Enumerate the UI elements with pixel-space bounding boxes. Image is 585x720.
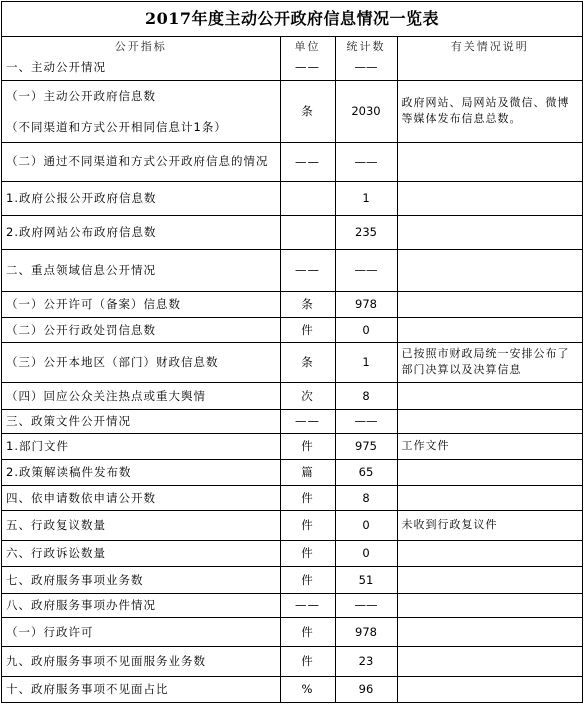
row-remark [397, 566, 582, 593]
row-count: 1 [335, 181, 397, 215]
row-count: 8 [335, 382, 397, 409]
row-indicator: 1.政府公报公开政府信息数 [2, 181, 280, 215]
row-count: 8 [335, 485, 397, 510]
row-remark [397, 540, 582, 566]
row-remark [397, 54, 582, 80]
table-row [2, 249, 582, 291]
row-remark [397, 317, 582, 342]
row-count: 978 [335, 291, 397, 317]
row-unit: % [280, 676, 335, 702]
row-unit: 件 [280, 566, 335, 593]
table-row [2, 409, 582, 433]
table-title: 2017年度主动公开政府信息情况一览表 [2, 2, 582, 37]
row-unit: 次 [280, 382, 335, 409]
disclosure-table [2, 37, 582, 702]
row-unit: 件 [280, 646, 335, 676]
row-unit [280, 215, 335, 249]
row-unit: 篇 [280, 459, 335, 485]
row-remark [397, 593, 582, 617]
row-indicator: 三、政策文件公开情况 [2, 409, 280, 433]
row-indicator: 一、主动公开情况 [2, 54, 280, 80]
row-count: 0 [335, 540, 397, 566]
row-unit: 件 [280, 433, 335, 459]
table-row [2, 593, 582, 617]
row-remark [397, 485, 582, 510]
row-unit: 件 [280, 510, 335, 540]
row-indicator: （二）公开行政处罚信息数 [2, 317, 280, 342]
row-unit: 条 [280, 291, 335, 317]
table-row [2, 382, 582, 409]
row-indicator: （一）公开许可（备案）信息数 [2, 291, 280, 317]
row-remark [397, 142, 582, 181]
table-row [2, 291, 582, 317]
row-indicator: 2.政府网站公布政府信息数 [2, 215, 280, 249]
row-unit [280, 181, 335, 215]
row-remark: 未收到行政复议件 [397, 510, 582, 540]
row-indicator: 1.部门文件 [2, 433, 280, 459]
table-row [2, 181, 582, 215]
row-indicator-main: （一）主动公开政府信息数 [6, 88, 156, 103]
table-row [2, 142, 582, 181]
header-count: 统计数 [335, 37, 397, 54]
row-remark [397, 409, 582, 433]
disclosure-table-sheet [1, 1, 583, 703]
table-row [2, 54, 582, 80]
row-remark [397, 291, 582, 317]
row-count: 978 [335, 617, 397, 646]
row-unit: —— [280, 54, 335, 80]
header-row [2, 37, 582, 54]
row-indicator: 五、行政复议数量 [2, 510, 280, 540]
table-row [2, 676, 582, 702]
row-unit: —— [280, 249, 335, 291]
row-remark [397, 215, 582, 249]
table-row [2, 459, 582, 485]
table-row [2, 566, 582, 593]
row-remark: 已按照市财政局统一安排公布了部门决算以及决算信息 [397, 342, 582, 382]
row-indicator-sub: （不同渠道和方式公开相同信息计1条） [6, 119, 227, 134]
row-remark [397, 676, 582, 702]
row-unit: 条 [280, 80, 335, 142]
row-count: 1 [335, 342, 397, 382]
row-indicator [2, 80, 280, 142]
row-count: —— [335, 409, 397, 433]
row-remark [397, 459, 582, 485]
row-indicator: 四、依申请数依申请公开数 [2, 485, 280, 510]
row-unit: 件 [280, 617, 335, 646]
header-indicator: 公开指标 [2, 37, 280, 54]
table-row [2, 80, 582, 142]
row-count: 0 [335, 317, 397, 342]
row-count: 23 [335, 646, 397, 676]
row-count: —— [335, 54, 397, 80]
row-remark [397, 646, 582, 676]
row-unit: 条 [280, 342, 335, 382]
table-row [2, 646, 582, 676]
row-count: —— [335, 142, 397, 181]
row-count: 2030 [335, 80, 397, 142]
row-count: 235 [335, 215, 397, 249]
row-indicator: 六、行政诉讼数量 [2, 540, 280, 566]
table-row [2, 433, 582, 459]
row-count: —— [335, 249, 397, 291]
row-indicator: 九、政府服务事项不见面服务业务数 [2, 646, 280, 676]
header-unit: 单位 [280, 37, 335, 54]
row-indicator: 七、政府服务事项业务数 [2, 566, 280, 593]
row-unit: —— [280, 593, 335, 617]
row-remark: 工作文件 [397, 433, 582, 459]
row-remark [397, 249, 582, 291]
row-indicator: 八、政府服务事项办件情况 [2, 593, 280, 617]
row-unit: 件 [280, 317, 335, 342]
table-row [2, 540, 582, 566]
row-unit: 件 [280, 540, 335, 566]
row-indicator: 二、重点领域信息公开情况 [2, 249, 280, 291]
row-count: 96 [335, 676, 397, 702]
row-indicator: （一）行政许可 [2, 617, 280, 646]
row-unit: 件 [280, 485, 335, 510]
row-unit: —— [280, 142, 335, 181]
row-count: 975 [335, 433, 397, 459]
table-row [2, 317, 582, 342]
row-count: 0 [335, 510, 397, 540]
table-row [2, 510, 582, 540]
row-indicator: （三）公开本地区（部门）财政信息数 [2, 342, 280, 382]
row-remark [397, 617, 582, 646]
row-count: 65 [335, 459, 397, 485]
row-remark [397, 181, 582, 215]
table-row [2, 342, 582, 382]
row-count: —— [335, 593, 397, 617]
row-unit: —— [280, 409, 335, 433]
row-indicator: 十、政府服务事项不见面占比 [2, 676, 280, 702]
header-remark: 有关情况说明 [397, 37, 582, 54]
row-indicator: （二）通过不同渠道和方式公开政府信息的情况 [2, 142, 280, 181]
table-row [2, 215, 582, 249]
table-row [2, 617, 582, 646]
row-indicator: （四）回应公众关注热点或重大舆情 [2, 382, 280, 409]
row-indicator: 2.政策解读稿件发布数 [2, 459, 280, 485]
row-remark: 政府网站、局网站及微信、微博等媒体发布信息总数。 [397, 80, 582, 142]
row-count: 51 [335, 566, 397, 593]
table-row [2, 485, 582, 510]
row-remark [397, 382, 582, 409]
